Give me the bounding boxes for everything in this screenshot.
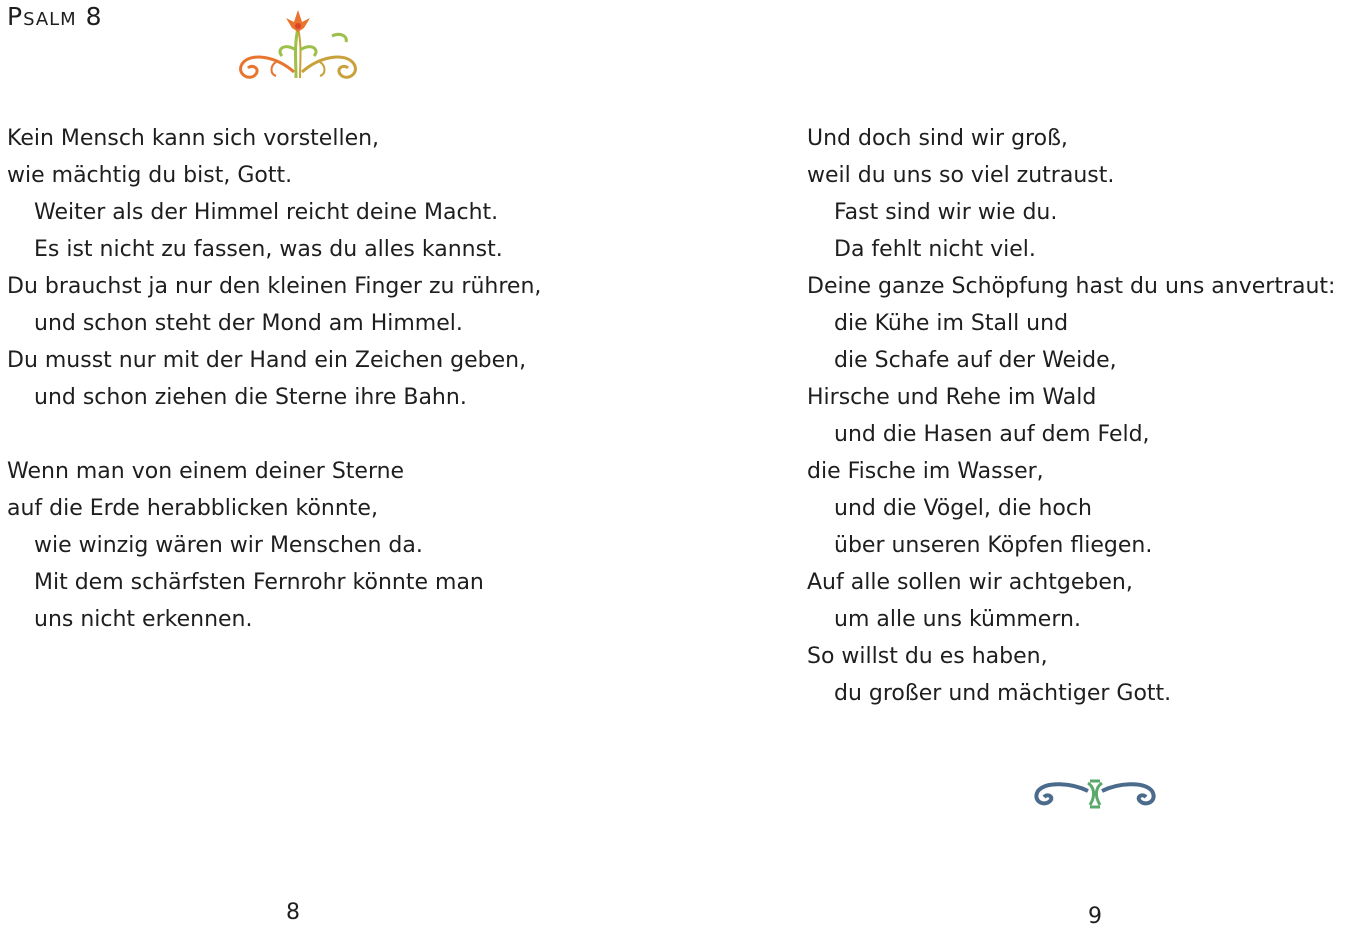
page-number-right: 9 <box>1088 904 1102 929</box>
verse-line: uns nicht erkennen. <box>34 607 253 632</box>
verse-line: und die Vögel, die hoch <box>834 496 1092 521</box>
verse-line: um alle uns kümmern. <box>834 607 1081 632</box>
flower-ornament-icon <box>236 6 360 82</box>
verse-line: auf die Erde herabblicken könnte, <box>7 496 378 521</box>
verse-line: Da fehlt nicht viel. <box>834 237 1036 262</box>
verse-line: Es ist nicht zu fassen, was du alles kannst. <box>34 237 503 262</box>
verse-line: So willst du es haben, <box>807 644 1048 669</box>
verse-line: Hirsche und Rehe im Wald <box>807 385 1097 410</box>
verse-line: die Fische im Wasser, <box>807 459 1044 484</box>
verse-line: Und doch sind wir groß, <box>807 126 1068 151</box>
verse-line: wie winzig wären wir Menschen da. <box>34 533 423 558</box>
verse-line: über unseren Köpfen fliegen. <box>834 533 1153 558</box>
right-column <box>807 120 1335 712</box>
verse-line: Auf alle sollen wir achtgeben, <box>807 570 1133 595</box>
verse-line: Du musst nur mit der Hand ein Zeichen geben, <box>7 348 527 373</box>
verse-line: Wenn man von einem deiner Sterne <box>7 459 405 484</box>
verse-line: die Kühe im Stall und <box>834 311 1069 336</box>
verse-line: Weiter als der Himmel reicht deine Macht. <box>34 200 499 225</box>
verse-line: Kein Mensch kann sich vorstellen, <box>7 126 380 151</box>
verse-line: Du brauchst ja nur den kleinen Finger zu rühren, <box>7 274 542 299</box>
stanza-gap <box>7 416 541 453</box>
verse-line: du großer und mächtiger Gott. <box>834 681 1172 706</box>
page-number-left: 8 <box>286 900 300 925</box>
verse-line: und die Hasen auf dem Feld, <box>834 422 1150 447</box>
verse-line: die Schafe auf der Weide, <box>834 348 1117 373</box>
verse-line: Fast sind wir wie du. <box>834 200 1058 225</box>
psalm-title: Psalm 8 <box>7 2 103 31</box>
verse-line: Deine ganze Schöpfung hast du uns anvertraut: <box>807 274 1336 299</box>
left-column <box>7 120 541 638</box>
verse-line: und schon steht der Mond am Himmel. <box>34 311 463 336</box>
verse-line: weil du uns so viel zutraust. <box>807 163 1115 188</box>
verse-line: wie mächtig du bist, Gott. <box>7 163 293 188</box>
verse-line: und schon ziehen die Sterne ihre Bahn. <box>34 385 467 410</box>
verse-line: Mit dem schärfsten Fernrohr könnte man <box>34 570 484 595</box>
scroll-ornament-icon <box>1032 777 1158 811</box>
